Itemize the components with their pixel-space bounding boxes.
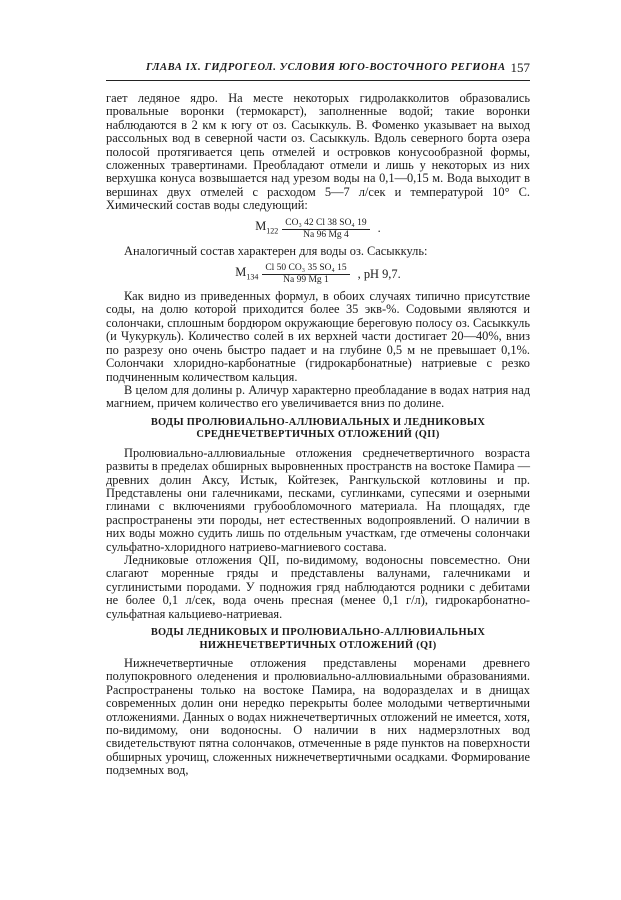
formula-2-lhs <box>235 266 258 284</box>
section-heading-2-line-2: НИЖНЕЧЕТВЕРТИЧНЫХ ОТЛОЖЕНИЙ (QI) <box>199 639 437 651</box>
page-number: 157 <box>510 60 530 75</box>
section-heading-1-line-1: ВОДЫ ПРОЛЮВИАЛЬНО-АЛЛЮВИАЛЬНЫХ И ЛЕДНИКОВЫХ <box>150 416 486 428</box>
paragraph-6: Ледниковые отложения QII, по-видимому, водоносны повсеместно. Они слагают моренные гряды и представлены валунами, галечниками и суглинистыми породами. У подножия гряд наблюдаются родники с дебитами не более 0,1 л/сек, вода очень пресная (менее 0,1 г/л), гидрокарбонатно-сульфатная кальциево-натриевая. <box>106 552 530 621</box>
formula-2-tail: , pH 9,7. <box>357 266 401 281</box>
text-column <box>106 92 530 778</box>
formula-2-mineralization: 134 <box>246 272 259 282</box>
paragraph-3: Как видно из приведенных формул, в обоих случаях типично присутствие соды, на долю которой приходится более 35 экв-%. Содовыми являются и солончаки, сплошным бордюром окружающие береговую полосу оз. Сасыккуль (и Чукуркуль). Количество солей в их верхней части достигает 20—40%, вниз по разрезу оно очень быстро падает и на глубине 0,5 м не превышает 0,1%. Солончаки хлоридно-карбонатные (гидрокарбонатные) натриевые с резко подчиненным количеством кальция. <box>106 289 530 384</box>
section-heading-1-line-2: СРЕДНЕЧЕТВЕРТИЧНЫХ ОТЛОЖЕНИЙ (QII) <box>196 429 440 441</box>
chapter-title: ГЛАВА IX. ГИДРОГЕОЛ. УСЛОВИЯ ЮГО-ВОСТОЧНОГО РЕГИОНА <box>146 62 506 73</box>
paragraph-5: Пролювиально-аллювиальные отложения среднечетвертичного возраста развиты в пределах обширных выровненных пространств на востоке Памира — древних долин Аксу, Истык, Койтезек, Рангкульской котловины и пр. Представлены они галечниками, песками, суглинками, супесями и озерными глинами с включениями грубообломочного материала. На площадях, где распространены эти породы, нет естественных водопроявлений. О наличии в них воды можно судить лишь по отдельным участкам, где отмечены солончаки сульфатно-хлоридного натриево-магниевого состава. <box>106 445 530 554</box>
formula-1-mineralization: 122 <box>266 226 279 236</box>
formula-1 <box>106 218 530 241</box>
paragraph-1: гает ледяное ядро. На месте некоторых гидролакколитов образовались провальные воронки (термокарст), заполненные водой; такие воронки наблюдаются в 2 км к югу от оз. Сасыккуль. В. Фоменко указывает на выход рассольных вод в северной части оз. Сасыккуль. Вдоль северного борта озера полосой протягивается цепь отмелей и островков конусообразной формы, сложенных травертинами. Преобладают отмели и лишь у некоторых из них верхушка конуса возвышается над урезом воды на 0,1—0,15 м. Вода выходит в вершинах двух отмелей с расходом 5—7 л/сек и температурой 10° С. Химический состав воды следующий: <box>106 91 530 213</box>
formula-1-symbol: M <box>255 219 267 234</box>
section-heading-2-line-1: ВОДЫ ЛЕДНИКОВЫХ И ПРОЛЮВИАЛЬНО-АЛЛЮВИАЛЬНЫХ <box>150 627 486 638</box>
section-heading-2 <box>106 627 530 652</box>
formula-1-fraction <box>282 218 369 241</box>
paragraph-4: В целом для долины р. Аличур характерно преобладание в водах натрия над магнием, причем количество его увеличивается вниз по долине. <box>106 382 530 411</box>
formula-2-fraction <box>262 263 349 286</box>
paragraph-2: Аналогичный состав характерен для воды оз. Сасыккуль: <box>124 243 428 258</box>
paragraph-7: Нижнечетвертичные отложения представлены моренами древнего полупокровного оледенения и пролювиально-аллювиальными образованиями. Распространены только на востоке Памира, на водоразделах и в днищах современных долин они нередко перекрыты более молодыми четвертичными отложениями. Данных о водах нижнечетвертичных отложений не имеется, хотя, по-видимому, они водоносны. О наличии в них надмерзлотных вод свидетельствуют пятна солончаков, отмеченные в ряде пунктов на поверхности обширных урочищ, сложенных нижнечетвертичными осадками. Формирование подземных вод, <box>106 656 530 778</box>
formula-2-anions: Cl 50 CO₃ 35 SO₄ 15 <box>262 263 349 275</box>
formula-1-lhs <box>255 220 278 238</box>
formula-1-anions: CO₃ 42 Cl 38 SO₄ 19 <box>282 218 369 230</box>
formula-1-cations: Na 96 Mg 4 <box>303 229 349 240</box>
formula-2 <box>106 263 530 286</box>
section-heading-1 <box>106 417 530 442</box>
formula-1-tail: . <box>377 221 381 236</box>
formula-2-symbol: M <box>235 264 247 279</box>
running-header <box>106 62 530 81</box>
formula-2-cations: Na 99 Mg 1 <box>283 275 329 286</box>
